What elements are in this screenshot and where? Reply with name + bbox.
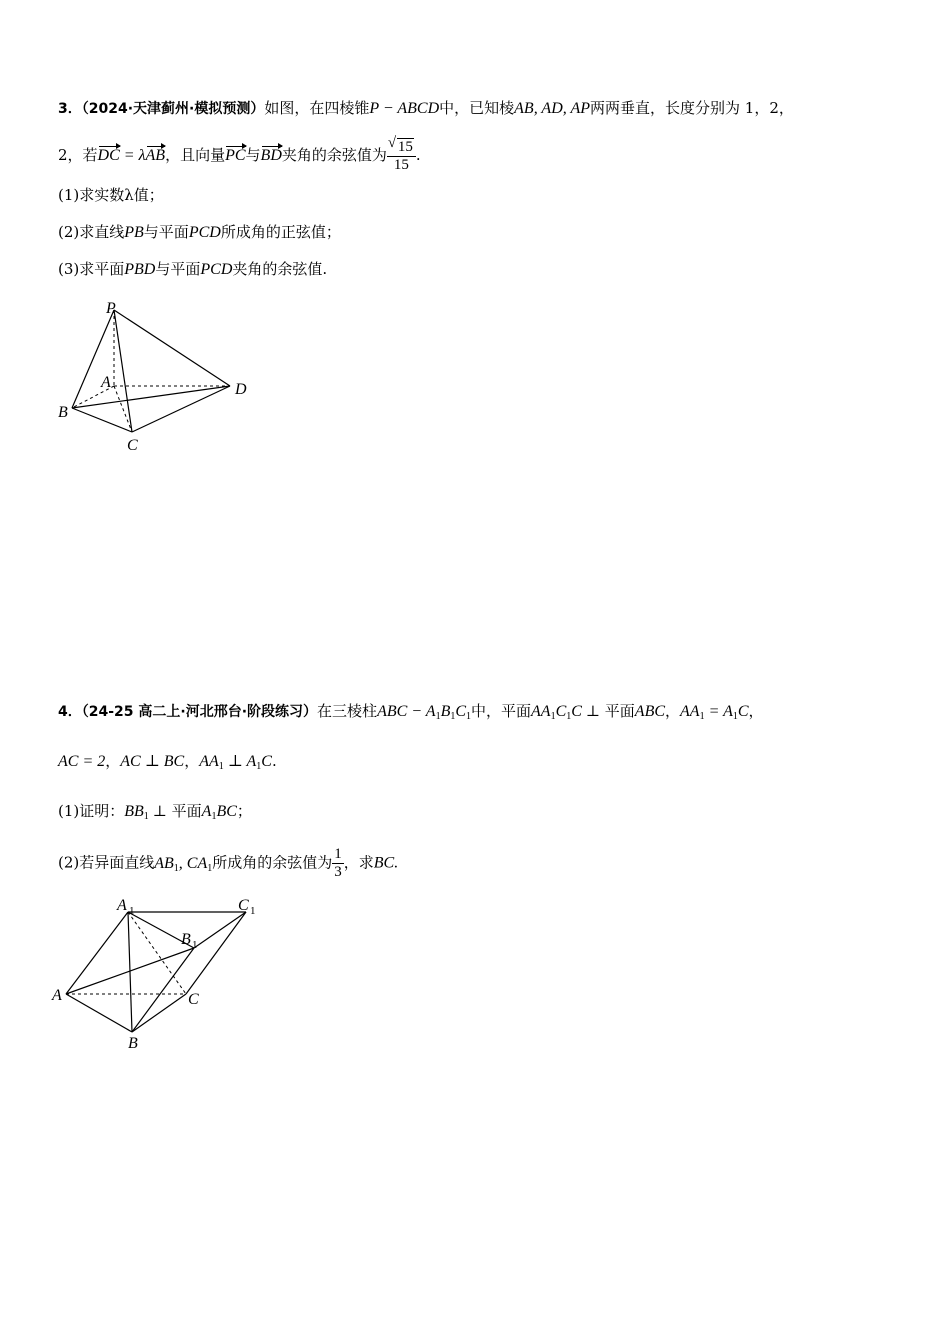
label-b: B [58, 404, 68, 421]
q4-number: 4． [58, 704, 82, 720]
q3-pyramid-figure [50, 290, 270, 460]
q3-text: ，且向量 [165, 146, 226, 164]
edge-pb [72, 310, 114, 408]
label-b1: B [181, 931, 191, 948]
q3-math: PBD [124, 261, 156, 278]
edge-pd [114, 310, 230, 386]
edge-bc [132, 994, 186, 1032]
edge-pc [114, 310, 132, 432]
q3-part-3 [58, 258, 327, 281]
q3-math: PCD [188, 224, 221, 241]
fraction-one-third [332, 846, 344, 881]
cond-aa1-eq-a1c: $AA_1 = A_1C$ [680, 703, 749, 722]
q4-line-1 [58, 700, 764, 728]
q4-text: 中，平面 [471, 702, 532, 720]
cond-ac-eq-2: AC = 2 [58, 753, 106, 770]
q4-text: 在三棱柱 [317, 702, 378, 720]
q4-text: . [271, 752, 277, 770]
fraction-denominator: 3 [334, 864, 342, 880]
fraction-sqrt15-over-15 [387, 138, 416, 174]
q3-text: 中，已知棱 [439, 99, 515, 117]
q4-math: $BB_1$ [124, 803, 149, 822]
q3-text: (2)求直线 [58, 223, 125, 241]
q4-line-2 [58, 750, 277, 778]
q3-source: （2024·天津蓟州·模拟预测） [81, 101, 265, 117]
q4-math: $A_1BC$ [201, 803, 237, 822]
q3-math: AB, AD, AP [514, 100, 590, 117]
vector-ab: AB [146, 145, 166, 167]
q4-text: ， [665, 702, 681, 720]
label-a1: A [117, 897, 127, 914]
q3-text: 与平面 [143, 223, 189, 241]
q3-part-1: (1)求实数λ值； [58, 186, 164, 204]
q4-math: $AB_1$, $CA_1$ [154, 854, 213, 874]
label-a: A [101, 374, 111, 391]
cond-ac-perp-bc: AC ⊥ BC [120, 753, 185, 770]
q4-text: 所成角的余弦值为 [212, 853, 333, 872]
q3-text: 两两垂直，长度分别为 1，2， [590, 99, 794, 117]
q3-math: PCD [200, 261, 233, 278]
q3-number: 3． [58, 101, 82, 117]
label-c1-sub: 1 [250, 905, 256, 917]
vector-bd: BD [261, 145, 282, 167]
q4-math: BC. [373, 854, 399, 872]
edge-a1c-hidden [128, 912, 186, 994]
q3-text: 与平面 [155, 260, 201, 278]
label-b1-sub: 1 [192, 939, 198, 951]
edge-b1c1 [194, 912, 246, 948]
label-a1-sub: 1 [129, 905, 135, 917]
q4-text: (2)若异面直线 [58, 853, 155, 872]
edge-aa1 [66, 912, 128, 994]
label-b: B [128, 1035, 138, 1052]
edge-bb1 [132, 948, 194, 1032]
label-a: A [52, 987, 62, 1004]
prism-name: ABC − $A_1B_1C_1$ [377, 703, 472, 722]
q4-text: ，求 [343, 853, 374, 872]
q3-math: = λ [119, 147, 146, 164]
label-c1: C [238, 897, 249, 914]
edge-bc [72, 408, 132, 432]
q4-text: ⊥ 平面 [152, 802, 202, 820]
fraction-denominator: 15 [393, 157, 409, 173]
q3-part-2 [58, 221, 341, 244]
label-c: C [127, 437, 138, 454]
fraction-numerator: √ 15 [397, 138, 414, 156]
q3-text: (3)求平面 [58, 260, 125, 278]
q4-text: ⊥ 平面 [585, 702, 635, 720]
q4-part-1 [58, 800, 252, 828]
q3-text: . [415, 146, 421, 164]
label-c: C [188, 991, 199, 1008]
plane-abc: ABC [634, 703, 666, 720]
fraction-numerator: 1 [334, 846, 342, 862]
q3-text: 与 [245, 146, 261, 164]
q4-text: ， [184, 752, 200, 770]
q4-text: ， [748, 702, 764, 720]
edge-ac-hidden [114, 386, 132, 432]
label-d: D [235, 381, 247, 398]
q3-line-1 [58, 97, 794, 120]
q4-prism-figure [50, 890, 280, 1060]
q3-math: PB [124, 224, 144, 241]
vector-pc: PC [225, 145, 245, 167]
q3-math: P − ABCD [369, 100, 440, 117]
q4-text: (1)证明： [58, 802, 125, 820]
q3-text: 所成角的正弦值； [220, 223, 341, 241]
q4-text: ， [105, 752, 121, 770]
plane-aa1c1c: $AA_1C_1C$ [531, 703, 586, 722]
edge-ab [66, 994, 132, 1032]
cond-aa1-perp-a1c: $AA_1$ ⊥ $A_1C$ [199, 753, 272, 772]
q3-text: 夹角的余弦值为 [281, 146, 387, 164]
q3-text: 夹角的余弦值. [232, 260, 328, 278]
q3-line-2 [58, 138, 421, 174]
q3-text: 2，若 [58, 146, 98, 164]
q4-text: ； [236, 802, 252, 820]
q4-source: （24-25 高二上·河北邢台·阶段练习） [81, 704, 318, 720]
vector-dc: DC [98, 145, 120, 167]
q4-part-2 [58, 846, 398, 881]
edge-cc1 [186, 912, 246, 994]
label-p: P [106, 300, 116, 317]
q3-text: 如图，在四棱锥 [264, 99, 370, 117]
